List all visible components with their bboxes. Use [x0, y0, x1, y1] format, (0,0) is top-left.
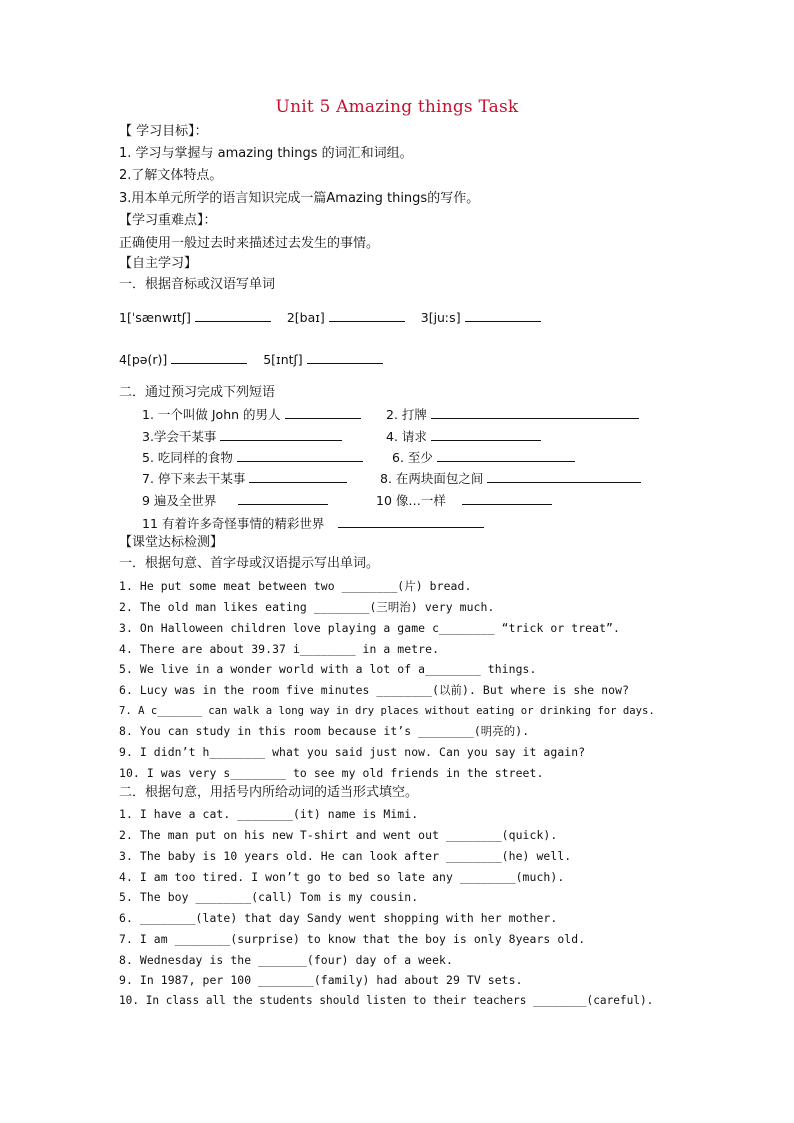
question-item: 6. ________(late) that day Sandy went shopping with her mother. [119, 911, 558, 925]
answer-blank[interactable] [237, 449, 363, 462]
question-item: 1. I have a cat. ________(it) name is Mimi. [119, 807, 419, 821]
answer-blank[interactable] [171, 351, 247, 364]
answer-blank[interactable] [437, 449, 575, 462]
answer-blank[interactable] [431, 406, 639, 419]
phrase-text: 1. 一个叫做 John 的男人 [142, 407, 281, 422]
part2-title: 二．通过预习完成下列短语 [119, 385, 276, 400]
test-part2-title: 二．根据句意，用括号内所给动词的适当形式填空。 [119, 785, 419, 800]
question-item: 8. You can study in this room because it’s ________(明亮的). [119, 724, 530, 738]
phonetic-item: 5[ɪntʃ] [263, 352, 303, 367]
phrase-text: 3.学会干某事 [142, 429, 217, 444]
part1-title: 一．根据音标或汉语写单词 [119, 277, 276, 292]
phrase-text: 10 像…一样 [376, 493, 446, 508]
page-title: Unit 5 Amazing things Task [275, 97, 519, 117]
phrase-item [142, 514, 484, 532]
goal-item: 1. 学习与掌握与 amazing things 的词汇和词组。 [119, 146, 413, 161]
test-part1-title: 一．根据句意、首字母或汉语提示写出单词。 [119, 556, 380, 571]
question-item: 3. On Halloween children love playing a game c________ “trick or treat”. [119, 621, 620, 635]
phrase-item [386, 427, 541, 445]
self-study-heading: 【自主学习】 [119, 256, 198, 271]
answer-blank[interactable] [249, 470, 347, 483]
question-item: 10. I was very s________ to see my old friends in the street. [119, 766, 544, 780]
question-item: 2. The man put on his new T-shirt and went out ________(quick). [119, 828, 558, 842]
question-item: 3. The baby is 10 years old. He can look after ________(he) well. [119, 849, 572, 863]
question-item: 7. A c_______ can walk a long way in dry places without eating or drinking for days. [119, 705, 655, 717]
question-item: 2. The old man likes eating ________(三明治) very much. [119, 600, 495, 614]
phrase-item [386, 405, 639, 423]
question-item: 4. There are about 39.37 i________ in a metre. [119, 642, 440, 656]
phrase-item [380, 469, 641, 487]
phonetic-item: 2[baɪ] [286, 310, 325, 325]
question-item: 7. I am ________(surprise) to know that the boy is only 8years old. [119, 932, 586, 946]
answer-blank[interactable] [329, 309, 405, 322]
phrase-item [392, 448, 575, 466]
phrase-text: 2. 打牌 [386, 407, 427, 422]
answer-blank[interactable] [285, 406, 361, 419]
question-item: 8. Wednesday is the _______(four) day of a week. [119, 953, 453, 967]
phrase-item [376, 491, 552, 509]
answer-blank[interactable] [431, 428, 541, 441]
question-item: 10. In class all the students should listen to their teachers ________(careful). [119, 994, 654, 1007]
test-heading: 【课堂达标检测】 [119, 535, 224, 550]
answer-blank[interactable] [338, 515, 484, 528]
answer-blank[interactable] [220, 428, 342, 441]
phonetic-item: 1[ˈsænwɪtʃ] [119, 310, 191, 325]
answer-blank[interactable] [487, 470, 641, 483]
question-item: 6. Lucy was in the room five minutes ________(以前). But where is she now? [119, 683, 630, 697]
goal-item: 3.用本单元所学的语言知识完成一篇Amazing things的写作。 [119, 191, 480, 206]
question-item: 9. In 1987, per 100 ________(family) had about 29 TV sets. [119, 973, 523, 987]
phonetic-item: 3[juːs] [420, 310, 461, 325]
phonetic-row-2 [119, 351, 383, 367]
phrase-text: 7. 停下来去干某事 [142, 471, 246, 486]
question-item: 1. He put some meat between two ________(片) bread. [119, 579, 472, 593]
phrase-item [142, 427, 342, 445]
key-text: 正确使用一般过去时来描述过去发生的事情。 [119, 236, 380, 251]
phonetic-row-1 [119, 309, 541, 325]
phrase-text: 5. 吃同样的食物 [142, 450, 233, 465]
phrase-item [142, 405, 361, 423]
answer-blank[interactable] [465, 309, 541, 322]
question-item: 5. We live in a wonder world with a lot of a________ things. [119, 662, 537, 676]
phrase-text: 11 有着许多奇怪事情的精彩世界 [142, 516, 325, 531]
phrase-text: 4. 请求 [386, 429, 427, 444]
question-item: 4. I am too tired. I won’t go to bed so late any ________(much). [119, 870, 565, 884]
phrase-item [142, 448, 363, 466]
answer-blank[interactable] [238, 492, 328, 505]
question-item: 9. I didn’t h________ what you said just now. Can you say it again? [119, 745, 586, 759]
goal-item: 2.了解文体特点。 [119, 168, 223, 183]
phrase-item [142, 491, 328, 509]
key-heading: 【学习重难点】： [119, 213, 217, 228]
question-item: 5. The boy ________(call) Tom is my cousin. [119, 890, 419, 904]
phrase-text: 9 遍及全世界 [142, 493, 217, 508]
phrase-item [142, 469, 347, 487]
answer-blank[interactable] [307, 351, 383, 364]
phrase-text: 6. 至少 [392, 450, 433, 465]
phonetic-item: 4[pə(r)] [119, 352, 168, 367]
answer-blank[interactable] [195, 309, 271, 322]
phrase-text: 8. 在两块面包之间 [380, 471, 484, 486]
answer-blank[interactable] [462, 492, 552, 505]
goals-heading: 【 学习目标】： [119, 124, 208, 139]
